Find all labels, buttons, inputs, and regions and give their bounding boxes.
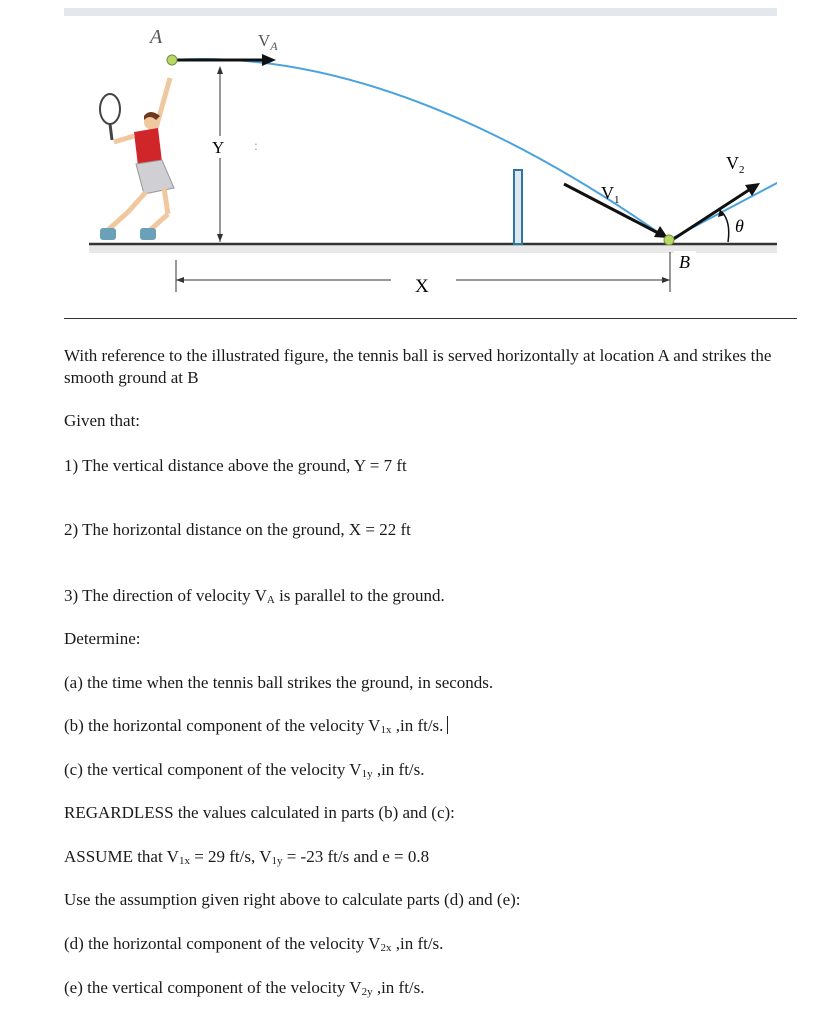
label-v2: $V_2$ (726, 153, 745, 176)
label-x: X (415, 276, 429, 297)
label-theta: θ (735, 216, 744, 236)
given-2: 2) The horizontal distance on the ground, X = 22 ft (64, 520, 411, 539)
text-cursor (447, 716, 448, 734)
y-colon-mark: : (254, 139, 258, 154)
figure-divider (64, 318, 797, 319)
x-arrowhead-right (662, 277, 670, 283)
net-post (514, 170, 522, 244)
ball-at-a (167, 55, 177, 65)
question-e: (e) the vertical component of the velocity $V_{2y}$ ,in ft/s. (64, 978, 425, 998)
trajectory-curve (172, 59, 669, 240)
label-b: B (679, 252, 690, 272)
projectile-figure (64, 16, 777, 316)
label-a: A (150, 26, 163, 48)
label-v1: $V_1$ (601, 183, 620, 206)
regardless-note: REGARDLESS the values calculated in parts (b) and (c): (64, 803, 455, 822)
given-3: 3) The direction of velocity $V_A$ is parallel to the ground. (64, 586, 445, 606)
ground-shadow (89, 245, 777, 253)
figure-svg (64, 16, 777, 316)
tennis-player (100, 78, 174, 240)
given-1: 1) The vertical distance above the ground, Y = 7 ft (64, 456, 407, 475)
problem-intro: With reference to the illustrated figure, the tennis ball is served horizontally at location A and strikes the smooth ground at B (64, 346, 772, 387)
ball-at-b (664, 235, 674, 245)
theta-arc (722, 212, 729, 242)
y-arrowhead-top (217, 66, 223, 74)
question-a: (a) the time when the tennis ball strikes the ground, in seconds. (64, 673, 494, 692)
label-va: $V_A$ (258, 31, 278, 53)
determine-heading: Determine: (64, 629, 141, 648)
question-b: (b) the horizontal component of the velocity $V_{1x}$ ,in ft/s. (64, 715, 804, 741)
question-d: (d) the horizontal component of the velocity $V_{2x}$ ,in ft/s. (64, 934, 444, 954)
y-arrowhead-bottom (217, 234, 223, 242)
x-arrowhead-left (176, 277, 184, 283)
question-c: (c) the vertical component of the velocity $V_{1y}$ ,in ft/s. (64, 760, 425, 780)
use-assumption-note: Use the assumption given right above to calculate parts (d) and (e): (64, 890, 521, 909)
assumption: ASSUME that $V_{1x} = 29$ ft/s, $V_{1y} = -23$ ft/s and e = 0.8 (64, 847, 430, 867)
figure-top-strip (64, 8, 777, 16)
given-heading: Given that: (64, 411, 141, 430)
label-y: Y (212, 138, 225, 157)
